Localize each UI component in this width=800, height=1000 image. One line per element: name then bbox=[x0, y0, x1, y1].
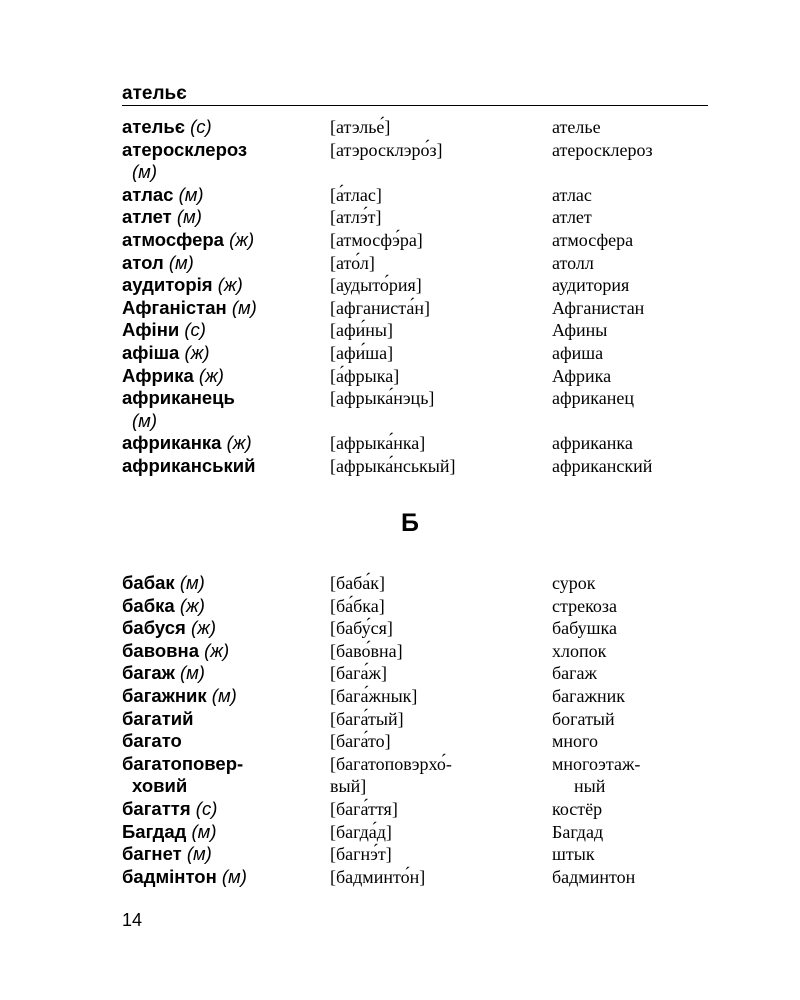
translation: стрекоза bbox=[552, 595, 617, 616]
transcription: [атэросклэро́з] bbox=[330, 139, 443, 160]
headword bbox=[122, 229, 327, 252]
translation bbox=[552, 753, 722, 798]
translation: атолл bbox=[552, 252, 594, 273]
entry-row bbox=[122, 342, 722, 365]
translation: багажник bbox=[552, 685, 625, 706]
headword bbox=[122, 252, 327, 275]
entry-row bbox=[122, 229, 722, 252]
entry-row bbox=[122, 572, 722, 595]
headword-text: афіша bbox=[122, 341, 180, 363]
translation: Багдад bbox=[552, 821, 604, 842]
headword-text: африканець bbox=[122, 387, 235, 409]
headword bbox=[122, 365, 327, 388]
headword bbox=[122, 116, 327, 139]
gender-marker: (м) bbox=[176, 206, 202, 228]
translation: атлет bbox=[552, 207, 592, 228]
translation: африканец bbox=[552, 388, 635, 409]
translation: Африка bbox=[552, 365, 612, 386]
translation: атеросклероз bbox=[552, 139, 653, 160]
headword bbox=[122, 866, 327, 889]
headword bbox=[122, 455, 327, 478]
transcription: [бага́ття] bbox=[330, 798, 398, 819]
gender-marker: (м) bbox=[221, 865, 247, 887]
headword-text: багнет bbox=[122, 843, 182, 865]
transcription: [бага́ж] bbox=[330, 663, 387, 684]
translation: сурок bbox=[552, 573, 596, 593]
transcription: [афрыка́нэць] bbox=[330, 388, 435, 409]
entry-row bbox=[122, 455, 722, 478]
headword-text: бавовна bbox=[122, 639, 199, 661]
gender-marker: (м) bbox=[132, 409, 158, 431]
entry-row bbox=[122, 206, 722, 229]
headword-text: бабак bbox=[122, 572, 175, 593]
entry-row bbox=[122, 866, 722, 889]
section-b bbox=[122, 572, 722, 888]
gender-marker: (м) bbox=[179, 662, 205, 684]
transcription: [баво́вна] bbox=[330, 640, 403, 661]
transcription: [баба́к] bbox=[330, 573, 386, 593]
headword-text: Африка bbox=[122, 364, 194, 386]
headword bbox=[122, 595, 327, 618]
translation: бабушка bbox=[552, 618, 617, 639]
translation: ателье bbox=[552, 117, 601, 137]
entry-row bbox=[122, 662, 722, 685]
headword-text: африканка bbox=[122, 432, 222, 454]
transcription: [ба́бка] bbox=[330, 595, 385, 616]
gender-marker: (ж) bbox=[190, 617, 217, 639]
transcription: [афрыка́нка] bbox=[330, 433, 426, 454]
headword-text: багажник bbox=[122, 684, 207, 706]
headword bbox=[122, 139, 327, 184]
headword bbox=[122, 821, 327, 844]
gender-marker: (м) bbox=[132, 161, 158, 183]
entry-row bbox=[122, 730, 722, 753]
headword-text: аудиторія bbox=[122, 274, 213, 296]
entry-row bbox=[122, 274, 722, 297]
transcription: [атэлье́] bbox=[330, 117, 391, 137]
translation: багаж bbox=[552, 663, 597, 684]
running-head: ательє bbox=[122, 83, 708, 106]
headword-text: багатоповер- bbox=[122, 752, 244, 774]
headword bbox=[122, 297, 327, 320]
headword-text: африканський bbox=[122, 454, 256, 476]
headword-text: атлет bbox=[122, 206, 172, 228]
transcription: [багда́д] bbox=[330, 821, 392, 842]
translation: хлопок bbox=[552, 640, 607, 661]
headword-text: бабка bbox=[122, 594, 175, 616]
transcription: [бага́жнык] bbox=[330, 685, 418, 706]
headword-text: Афганістан bbox=[122, 296, 227, 318]
gender-marker: (м) bbox=[186, 843, 212, 865]
transcription: [афганиста́н] bbox=[330, 297, 430, 318]
gender-marker: (м) bbox=[179, 572, 205, 593]
transcription: [бадминто́н] bbox=[330, 866, 426, 887]
letter-heading: Б bbox=[401, 509, 419, 537]
headword bbox=[122, 662, 327, 685]
entry-row bbox=[122, 365, 722, 388]
entry-row bbox=[122, 116, 722, 139]
translation: штык bbox=[552, 844, 595, 865]
translation-continuation: ный bbox=[574, 776, 606, 797]
translation-text: многоэтаж- bbox=[552, 753, 641, 774]
headword bbox=[122, 342, 327, 365]
entry-row bbox=[122, 821, 722, 844]
gender-marker: (ж) bbox=[198, 364, 224, 386]
translation: афиша bbox=[552, 342, 604, 363]
entry-row bbox=[122, 297, 722, 320]
headword bbox=[122, 184, 327, 207]
gender-marker: (м) bbox=[211, 684, 237, 706]
transcription: [аудыто́рия] bbox=[330, 275, 422, 296]
entry-row bbox=[122, 595, 722, 618]
transcription: [атмосфэ́ра] bbox=[330, 229, 423, 250]
headword bbox=[122, 843, 327, 866]
headword-text: ательє bbox=[122, 116, 185, 137]
gender-marker: (м) bbox=[178, 183, 204, 205]
transcription: [бага́то] bbox=[330, 731, 391, 752]
transcription: [бага́тый] bbox=[330, 708, 404, 729]
translation: атлас bbox=[552, 184, 592, 205]
transcription: [афи́ны] bbox=[330, 320, 393, 341]
entry-row bbox=[122, 640, 722, 663]
translation: костёр bbox=[552, 798, 603, 819]
headword-text: Афіни bbox=[122, 319, 180, 341]
headword bbox=[122, 617, 327, 640]
entry-row bbox=[122, 843, 722, 866]
translation: аудитория bbox=[552, 275, 630, 296]
entry-row bbox=[122, 685, 722, 708]
headword-text: бадмінтон bbox=[122, 865, 217, 887]
page-number: 14 bbox=[122, 910, 143, 930]
headword-text: багаття bbox=[122, 797, 191, 819]
section-a bbox=[122, 116, 722, 478]
headword bbox=[122, 206, 327, 229]
entry-row bbox=[122, 798, 722, 821]
headword-text: атлас bbox=[122, 183, 174, 205]
headword-text: Багдад bbox=[122, 820, 187, 842]
transcription: [багнэ́т] bbox=[330, 844, 392, 865]
headword-continuation: ховий bbox=[132, 775, 188, 797]
headword-text: бабуся bbox=[122, 617, 186, 639]
entry-row bbox=[122, 387, 722, 432]
headword bbox=[122, 387, 327, 432]
gender-marker: (м) bbox=[168, 251, 194, 273]
gender-marker: (с) bbox=[190, 116, 212, 137]
gender-marker: (ж) bbox=[184, 341, 210, 363]
translation: африканский bbox=[552, 455, 653, 476]
gender-marker: (с) bbox=[195, 797, 218, 819]
headword bbox=[122, 708, 327, 731]
transcription: [бабу́ся] bbox=[330, 618, 393, 639]
headword-text: атол bbox=[122, 251, 164, 273]
transcription: [а́тлас] bbox=[330, 184, 382, 205]
headword-text: багато bbox=[122, 730, 182, 752]
headword bbox=[122, 730, 327, 753]
translation: африканка bbox=[552, 433, 633, 454]
headword bbox=[122, 753, 327, 798]
transcription-continuation: вый] bbox=[330, 776, 367, 797]
gender-marker: (с) bbox=[184, 319, 206, 341]
entry-row bbox=[122, 432, 722, 455]
transcription bbox=[330, 753, 545, 798]
headword-text: багаж bbox=[122, 662, 175, 684]
entry-row bbox=[122, 252, 722, 275]
entry-row bbox=[122, 319, 722, 342]
entry-row bbox=[122, 139, 722, 184]
gender-marker: (ж) bbox=[226, 432, 252, 454]
translation: богатый bbox=[552, 708, 615, 729]
translation: много bbox=[552, 731, 598, 752]
headword bbox=[122, 274, 327, 297]
translation: атмосфера bbox=[552, 229, 634, 250]
translation: Афганистан bbox=[552, 297, 645, 318]
transcription: [а́фрыка] bbox=[330, 365, 400, 386]
transcription: [ато́л] bbox=[330, 252, 375, 273]
entry-row bbox=[122, 617, 722, 640]
transcription-text: [багатоповэрхо́- bbox=[330, 753, 452, 774]
entry-row bbox=[122, 708, 722, 731]
gender-marker: (ж) bbox=[204, 639, 230, 661]
entry-row bbox=[122, 184, 722, 207]
headword bbox=[122, 319, 327, 342]
transcription: [афрыка́нськый] bbox=[330, 455, 456, 476]
headword bbox=[122, 572, 327, 595]
headword bbox=[122, 798, 327, 821]
headword bbox=[122, 640, 327, 663]
translation: бадминтон bbox=[552, 866, 636, 887]
headword-text: багатий bbox=[122, 707, 194, 729]
headword bbox=[122, 685, 327, 708]
transcription: [афи́ша] bbox=[330, 342, 394, 363]
gender-marker: (ж) bbox=[229, 228, 255, 250]
gender-marker: (м) bbox=[191, 820, 217, 842]
gender-marker: (ж) bbox=[179, 594, 205, 616]
gender-marker: (м) bbox=[231, 296, 257, 318]
entry-row bbox=[122, 753, 722, 798]
headword-text: атмосфера bbox=[122, 228, 224, 250]
gender-marker: (ж) bbox=[217, 274, 243, 296]
transcription: [атлэ́т] bbox=[330, 207, 382, 228]
headword bbox=[122, 432, 327, 455]
headword-text: атеросклероз bbox=[122, 138, 248, 160]
translation: Афины bbox=[552, 320, 608, 341]
